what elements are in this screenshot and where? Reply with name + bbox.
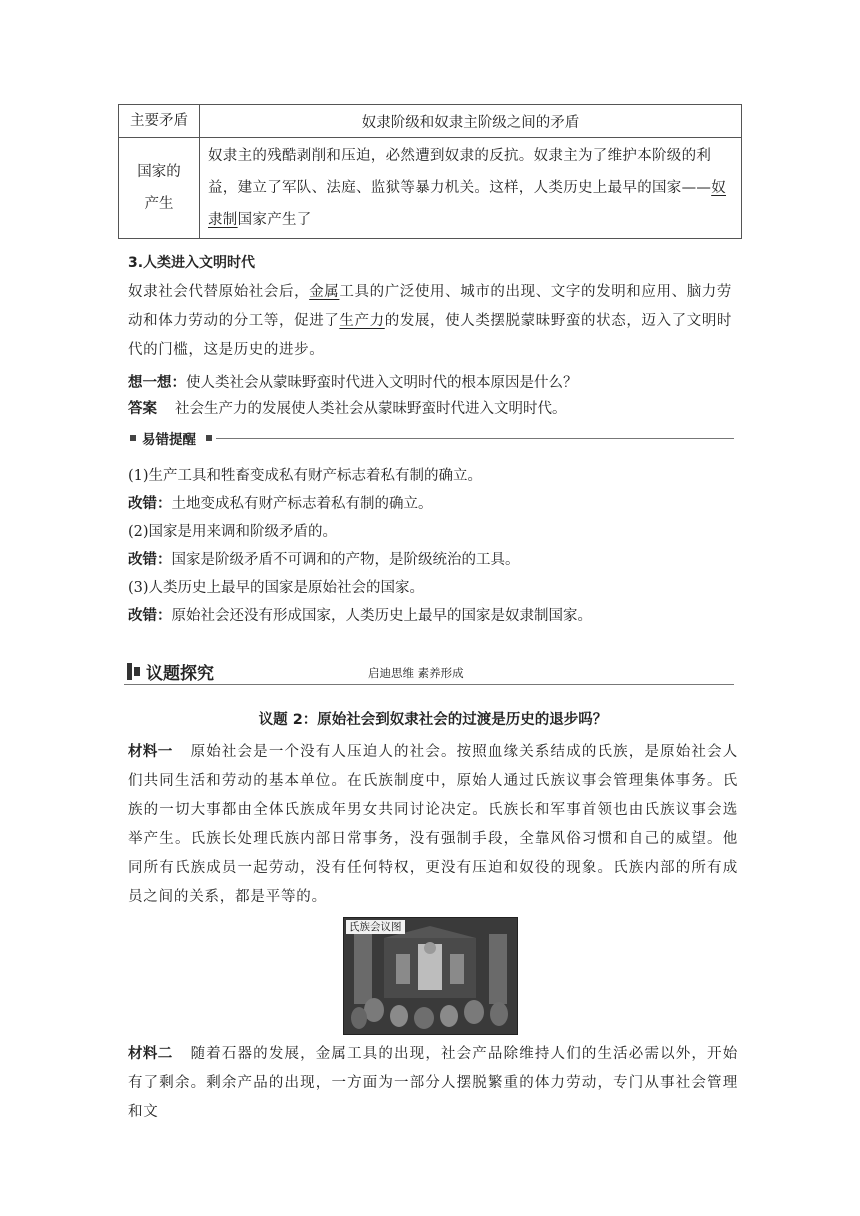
- section-marker-icon: [127, 663, 132, 680]
- correction-label: 改错：: [128, 496, 172, 512]
- row-content: [200, 138, 742, 239]
- paragraph-text: 奴隶社会代替原始社会后，: [128, 284, 310, 300]
- error-statement: (3)人类历史上最早的国家是原始社会的国家。: [128, 580, 425, 596]
- section-paragraph: [128, 278, 738, 365]
- error-list: [128, 462, 738, 630]
- table-row: [119, 105, 742, 138]
- explore-section-header: [124, 659, 734, 685]
- think-label: 想一想：: [128, 375, 186, 391]
- topic-question: 议题 2：原始社会到奴隶社会的过渡是历史的退步吗？: [258, 712, 608, 728]
- row-text: 国家产生了: [237, 212, 312, 228]
- correction-text: 国家是阶级矛盾不可调和的产物，是阶级统治的工具。: [171, 552, 520, 568]
- section-marker-icon: [134, 667, 140, 676]
- row-content: 奴隶阶级和奴隶主阶级之间的矛盾: [200, 105, 742, 138]
- material-label: 材料一: [128, 744, 173, 760]
- answer: [128, 396, 738, 422]
- correction-text: 土地变成私有财产标志着私有制的确立。: [171, 496, 433, 512]
- table-row: [119, 138, 742, 239]
- answer-label: 答案: [128, 401, 157, 417]
- think-question: [128, 370, 738, 396]
- correction: [128, 546, 738, 574]
- correction-label: 改错：: [128, 608, 172, 624]
- section-heading: 3.人类进入文明时代: [128, 255, 256, 271]
- correction: [128, 602, 738, 630]
- correction-text: 原始社会还没有形成国家，人类历史上最早的国家是奴隶制国家。: [171, 608, 592, 624]
- row-text: 奴隶主的残酷剥削和压迫，必然遭到奴隶的反抗。奴隶主为了维护本阶级的利益，建立了军队、法庭、监狱等暴力机关。这样，人类历史上最早的国家——: [208, 148, 712, 196]
- divider: [124, 684, 734, 685]
- explore-title: 议题探究: [146, 664, 214, 684]
- row-label: [119, 138, 200, 239]
- paragraph-text: 的发展，使人类摆脱蒙昧野蛮的状态，迈入了文明时代的门槛，这是历史的进步。: [128, 313, 733, 358]
- underlined-term: 金属: [309, 284, 340, 300]
- error-reminder-title: 易错提醒: [142, 432, 196, 448]
- underlined-term: 奴隶制: [208, 180, 727, 228]
- paragraph-text: 工具的广泛使用、城市的出现、文字的发明和应用、脑力劳动和体力劳动的分工等，促进了: [128, 284, 733, 329]
- material-text: 随着石器的发展，金属工具的出现，社会产品除维持人们的生活必需以外，开始有了剩余。剩余产品的出现，一方面为一部分人摆脱繁重的体力劳动，专门从事社会管理和文: [128, 1046, 739, 1120]
- figure-caption: 氏族会议图: [346, 920, 405, 934]
- material-text: 原始社会是一个没有人压迫人的社会。按照血缘关系结成的氏族，是原始社会人们共同生活和劳动的基本单位。在氏族制度中，原始人通过氏族议事会管理集体事务。氏族的一切大事都由全体氏族成年男女共同讨论决定。氏族长和军事首领也由氏族议事会选举产生。氏族长处理氏族内部日常事务，没有强制手段，全靠风俗习惯和自己的威望。他同所有氏族成员一起劳动，没有任何特权，更没有压迫和奴役的现象。氏族内部的所有成员之间的关系，都是平等的。: [128, 744, 739, 905]
- illustration-graphic: [344, 918, 517, 1034]
- error-reminder-header: [128, 428, 734, 448]
- underlined-term: 生产力: [339, 313, 385, 329]
- material-label: 材料二: [128, 1046, 173, 1062]
- bullet-square-icon: [130, 435, 136, 441]
- correction: [128, 490, 738, 518]
- clan-meeting-image: [343, 917, 518, 1035]
- answer-text: 社会生产力的发展使人类社会从蒙昧野蛮时代进入文明时代。: [175, 401, 567, 417]
- material-two: [128, 1040, 738, 1127]
- correction-label: 改错：: [128, 552, 172, 568]
- row-label: 主要矛盾: [119, 105, 200, 138]
- row-label-line: 产生: [144, 196, 174, 212]
- error-statement: (2)国家是用来调和阶级矛盾的。: [128, 524, 338, 540]
- think-text: 使人类社会从蒙昧野蛮时代进入文明时代的根本原因是什么？: [186, 375, 578, 391]
- row-label-line: 国家的: [137, 164, 181, 180]
- divider: [216, 438, 734, 439]
- bullet-square-icon: [206, 435, 212, 441]
- material-one: [128, 738, 738, 912]
- error-statement: (1)生产工具和牲畜变成私有财产标志着私有制的确立。: [128, 468, 483, 484]
- explore-subtitle: 启迪思维 素养形成: [368, 666, 464, 680]
- summary-table: [118, 104, 742, 239]
